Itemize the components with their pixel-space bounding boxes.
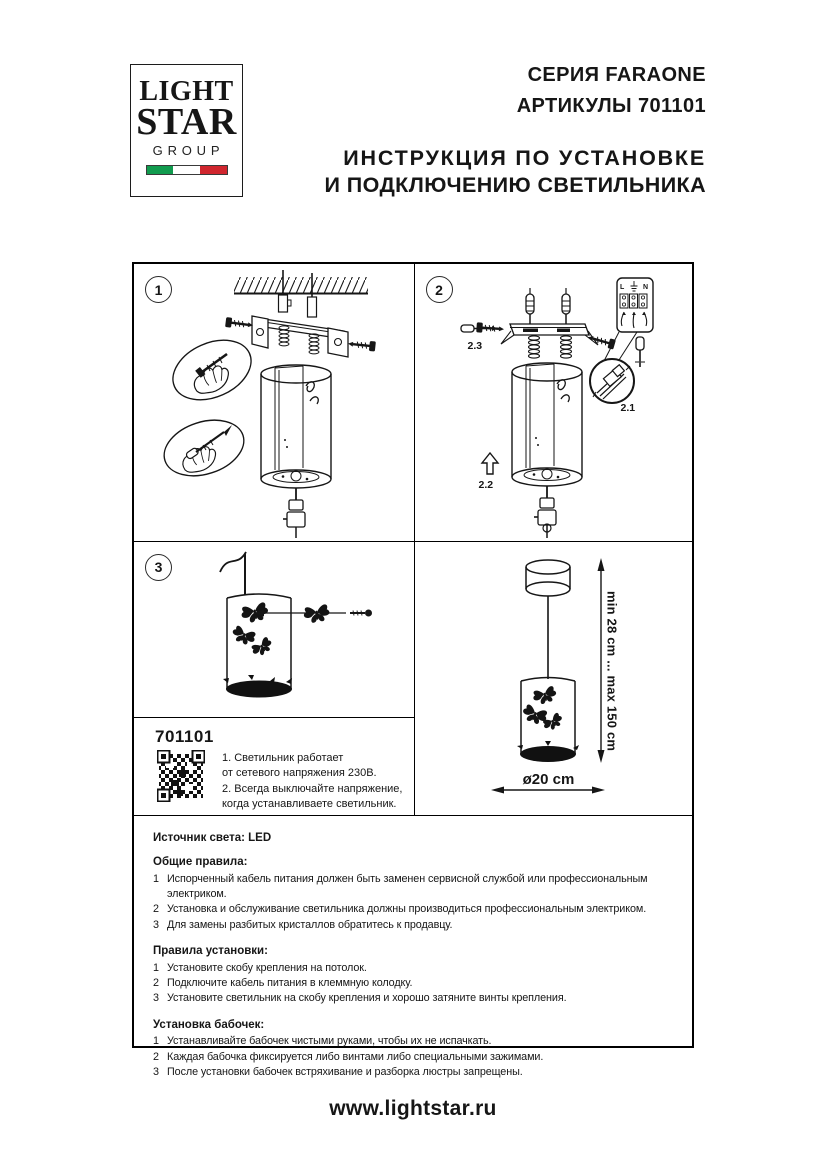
- step-number-3: 3: [145, 554, 172, 581]
- article-box: [134, 718, 415, 817]
- screw-icon: [226, 318, 254, 330]
- list-item: 1 Устанавливайте бабочек чистыми руками, чтобы их не испачкать.: [153, 1035, 492, 1048]
- warning-line: от сетевого напряжения 230В.: [222, 767, 377, 779]
- power-cord: [220, 552, 246, 572]
- website-url: www.lightstar.ru: [329, 1097, 497, 1120]
- step2-diagram: [415, 264, 691, 538]
- terminal-block-inset: [617, 278, 653, 332]
- light-source-line: Источник света: LED: [153, 832, 272, 844]
- hand-detail-inset-dowel: [157, 411, 251, 486]
- step-number-1: 1: [145, 276, 172, 303]
- terminal-n-label: N: [642, 284, 648, 291]
- butterfly-icon: [531, 685, 558, 706]
- article-number: 701101: [155, 726, 214, 746]
- rules-section: [134, 816, 692, 1079]
- lamp-body: [261, 365, 331, 538]
- diameter-dimension-label: ø20 cm: [522, 770, 575, 788]
- diagram-grid: [132, 262, 694, 1079]
- hand-detail-inset-screw: [164, 329, 261, 412]
- step-number-2: 2: [426, 276, 453, 303]
- panel-step-3: [134, 542, 415, 718]
- screw-icon: [350, 609, 372, 616]
- list-item: 3 Для замены разбитых кристаллов обратитесь к продавцу.: [153, 918, 453, 931]
- lamp-body: [512, 363, 582, 538]
- butterfly-icon: [230, 624, 258, 647]
- warning-line: 2. Всегда выключайте напряжение,: [222, 782, 403, 795]
- label-2-2: 2.2: [478, 479, 494, 491]
- list-item: 3 После установки бабочек встряхивание и разборка люстры запрещены.: [153, 1066, 523, 1079]
- instruction-title-line1: ИНСТРУКЦИЯ ПО УСТАНОВКЕ: [343, 146, 706, 170]
- section-title-install: Правила установки:: [153, 945, 268, 958]
- list-item: 2 Подключите кабель питания в клеммную колодку.: [153, 977, 413, 990]
- mounting-bracket: [252, 316, 348, 357]
- article-title: АРТИКУЛЫ 701101: [516, 95, 706, 117]
- flag-stripe-white: [173, 166, 200, 174]
- warning-line: когда устанавливаете светильник.: [222, 798, 397, 810]
- series-title: СЕРИЯ FARAONE: [527, 64, 706, 86]
- terminal-l-label: L: [619, 284, 624, 291]
- italy-flag-icon: [146, 165, 228, 175]
- list-item: 1 Установите скобу крепления на потолок.: [153, 961, 367, 974]
- list-item: 2 Установка и обслуживание светильника должны производиться профессиональным электриком.: [153, 903, 647, 916]
- spring-icon: [528, 336, 539, 358]
- panel-dimensions: [415, 542, 693, 817]
- lift-arrow-icon: [482, 453, 498, 474]
- list-item: 2 Каждая бабочка фиксируется либо винтами либо специальными зажимами.: [153, 1050, 544, 1063]
- warning-line: 1. Светильник работает: [222, 751, 344, 764]
- section-title-general: Общие правила:: [153, 856, 248, 868]
- butterfly-icon: [303, 603, 331, 623]
- spring-icon: [560, 336, 571, 358]
- flag-stripe-green: [147, 166, 174, 174]
- butterfly-pile: [226, 680, 292, 697]
- dowel-icon: [526, 288, 570, 324]
- mounting-bracket: [501, 324, 598, 345]
- instruction-title-line2: И ПОДКЛЮЧЕНИЮ СВЕТИЛЬНИКА: [324, 173, 706, 197]
- step3-diagram: [134, 542, 413, 716]
- earth-symbol-icon: [630, 281, 637, 291]
- ceiling-hatch: [234, 277, 368, 293]
- spring-icon: [309, 334, 319, 354]
- logo-word-group: GROUP: [152, 143, 225, 159]
- list-item: 3 Установите светильник на скобу крепления и хорошо затяните винты крепления.: [153, 992, 567, 1005]
- section-title-butterflies: Установка бабочек:: [153, 1018, 265, 1031]
- screwdriver-icon: [635, 337, 645, 367]
- panel-step-2: [415, 264, 693, 542]
- flag-stripe-red: [200, 166, 227, 174]
- list-item: 1 Испорченный кабель питания должен быть заменен сервисной службой или профессиональным электриком.: [153, 872, 648, 900]
- label-2-3: 2.3: [467, 340, 483, 352]
- canopy: [526, 560, 570, 596]
- logo-word-star: STAR: [136, 101, 237, 143]
- screw-icon: [348, 339, 376, 351]
- label-2-1: 2.1: [620, 402, 636, 414]
- step1-diagram: [134, 264, 413, 538]
- butterfly-pile: [520, 746, 576, 762]
- height-dimension-label: min 28 cm ... max 150 cm: [604, 591, 620, 752]
- height-dimension-arrow: [597, 558, 604, 763]
- lightstar-logo: [130, 64, 243, 197]
- wire-magnifier-inset: [590, 332, 637, 403]
- panel-step-1: [134, 264, 415, 542]
- logo-word-light: LIGHT: [139, 76, 234, 107]
- mains-warning-text: [222, 751, 404, 813]
- title-block: [325, 60, 706, 199]
